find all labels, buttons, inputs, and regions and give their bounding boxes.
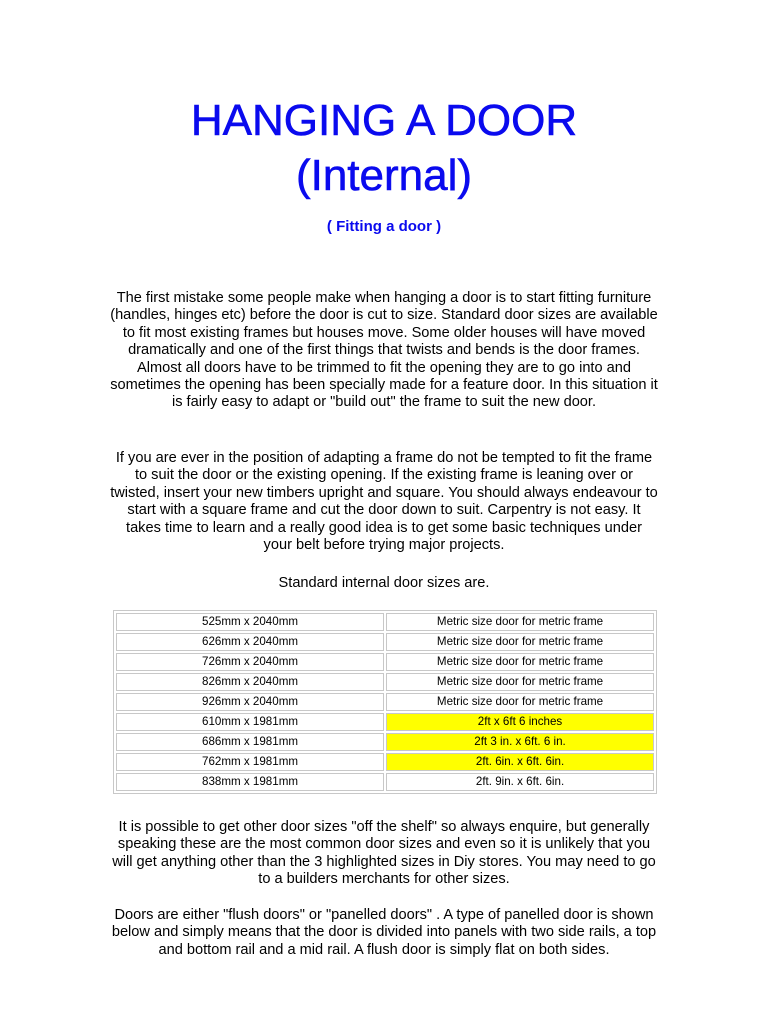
page-subtitle: ( Fitting a door ) <box>326 218 442 235</box>
door-size-cell: 610mm x 1981mm <box>116 713 384 731</box>
door-description-cell: 2ft. 9in. x 6ft. 6in. <box>386 773 654 791</box>
door-size-cell: 838mm x 1981mm <box>116 773 384 791</box>
door-sizes-table-body <box>116 613 654 791</box>
door-size-cell: 686mm x 1981mm <box>116 733 384 751</box>
table-row <box>116 633 654 651</box>
table-intro-paragraph: Standard internal door sizes are. <box>278 575 490 591</box>
table-row <box>116 713 654 731</box>
door-description-cell: 2ft x 6ft 6 inches <box>386 713 654 731</box>
table-row <box>116 773 654 791</box>
door-size-cell: 726mm x 2040mm <box>116 653 384 671</box>
door-size-cell: 926mm x 2040mm <box>116 693 384 711</box>
intro-paragraph: The first mistake some people make when hanging a door is to start fitting furniture (handles, hinges etc) before the door is cut to size. Standard door sizes are available to fit most existing frames but houses move. Some older houses will have moved dramatically and one of the first things that twists and bends is the door frames. Almost all doors have to be trimmed to fit the opening they are to go into and sometimes the opening has been specially made for a feature door. In this situation it is fairly easy to adapt or "build out" the frame to suit the new door. <box>110 290 658 411</box>
door-size-cell: 762mm x 1981mm <box>116 753 384 771</box>
page-title-subline: (Internal) <box>295 151 473 200</box>
door-description-cell: Metric size door for metric frame <box>386 693 654 711</box>
table-row <box>116 673 654 691</box>
door-description-cell: Metric size door for metric frame <box>386 633 654 651</box>
door-size-cell: 826mm x 2040mm <box>116 673 384 691</box>
table-row <box>116 653 654 671</box>
door-size-cell: 626mm x 2040mm <box>116 633 384 651</box>
door-sizes-table <box>113 610 657 794</box>
table-row <box>116 613 654 631</box>
frame-advice-paragraph: If you are ever in the position of adapting a frame do not be tempted to fit the frame to suit the door or the existing opening. If the existing frame is leaning over or twisted, insert your new timbers upright and square. You should always endeavour to start with a square frame and cut the door down to suit. Carpentry is not easy. It takes time to learn and a really good idea is to get some basic techniques under your belt before trying major projects. <box>110 450 658 554</box>
door-size-cell: 525mm x 2040mm <box>116 613 384 631</box>
door-description-cell: 2ft. 6in. x 6ft. 6in. <box>386 753 654 771</box>
door-description-cell: Metric size door for metric frame <box>386 653 654 671</box>
table-row <box>116 733 654 751</box>
page-title: HANGING A DOOR <box>190 96 578 145</box>
door-types-paragraph: Doors are either "flush doors" or "panelled doors" . A type of panelled door is shown below and simply means that the door is divided into panels with two side rails, a top and bottom rail and a mid rail. A flush door is simply flat on both sides. <box>111 907 657 958</box>
door-description-cell: Metric size door for metric frame <box>386 673 654 691</box>
door-description-cell: 2ft 3 in. x 6ft. 6 in. <box>386 733 654 751</box>
table-row <box>116 693 654 711</box>
door-description-cell: Metric size door for metric frame <box>386 613 654 631</box>
table-row <box>116 753 654 771</box>
other-sizes-paragraph: It is possible to get other door sizes "off the shelf" so always enquire, but generally speaking these are the most common door sizes and even so it is unlikely that you will get anything other than the 3 highlighted sizes in Diy stores. You may need to go to a builders merchants for other sizes. <box>112 819 656 888</box>
